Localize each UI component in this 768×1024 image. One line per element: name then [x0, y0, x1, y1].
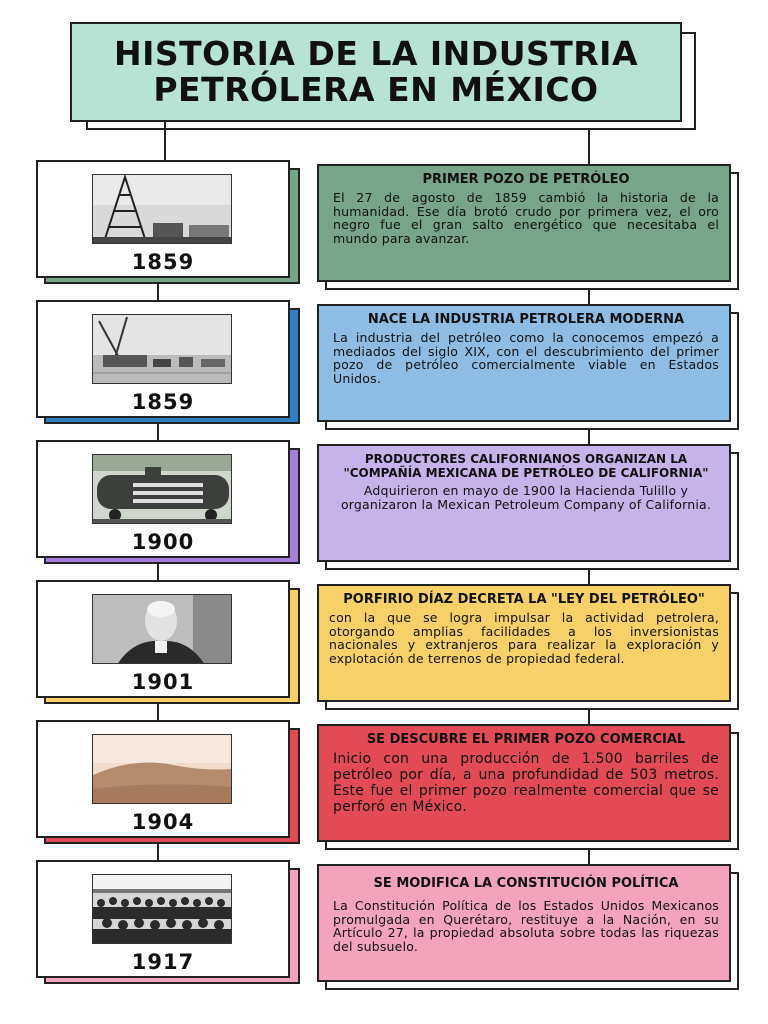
event-body: El 27 de agosto de 1859 cambió la historia de la humanidad. Ese día brotó crudo por primera vez, el oro negro fue el gran salto energético que necesitaba el mundo para avanzar.	[333, 190, 719, 246]
event-body: La Constitución Política de los Estados Unidos Mexicanos promulgada en Querétaro, restituye a la Nación, en su Artículo 27, la propiedad absoluta sobre todas las riquezas del subsuelo.	[333, 898, 719, 954]
year-label: 1904	[131, 810, 195, 834]
event-heading: PRODUCTORES CALIFORNIANOS ORGANIZAN LA "COMPAÑÍA MEXICANA DE PETRÓLEO DE CALIFORNIA"	[343, 452, 709, 480]
assembly-photo	[92, 874, 232, 944]
event-body: con la que se logra impulsar la actividad petrolera, otorgando amplias facilidades a los inversionistas nacionales y extranjeros para realizar la exploración y explotación de terrenos de propiedad federal.	[329, 610, 719, 666]
event-card	[317, 584, 731, 702]
tank-car-photo	[92, 454, 232, 524]
event-body: Inicio con una producción de 1.500 barriles de petróleo por día, a una profundidad de 503 metros. Este fue el primer pozo realmente comercial que se perforó en México.	[333, 751, 719, 815]
year-card	[36, 860, 290, 978]
event-heading: PORFIRIO DÍAZ DECRETA LA "LEY DEL PETRÓLEO"	[343, 592, 705, 607]
event-card	[317, 864, 731, 982]
event-card	[317, 724, 731, 842]
year-label: 1859	[131, 250, 195, 274]
event-heading: SE MODIFICA LA CONSTITUCIÓN POLÍTICA	[373, 876, 679, 891]
connector-right-top	[588, 130, 590, 166]
year-card	[36, 160, 290, 278]
year-card	[36, 580, 290, 698]
year-card	[36, 440, 290, 558]
event-heading: NACE LA INDUSTRIA PETROLERA MODERNA	[367, 312, 685, 327]
event-heading: PRIMER POZO DE PETRÓLEO	[422, 172, 630, 187]
title-line-1: HISTORIA DE LA INDUSTRIA	[113, 34, 638, 73]
oil-derrick-photo	[92, 174, 232, 244]
event-body: La industria del petróleo como la conocemos empezó a mediados del siglo XIX, con el descubrimiento del primer pozo de petróleo comercialmente viable en Estados Unidos.	[333, 330, 719, 386]
oil-field-photo	[92, 314, 232, 384]
portrait-photo	[92, 594, 232, 664]
event-heading: SE DESCUBRE EL PRIMER POZO COMERCIAL	[366, 732, 686, 747]
event-card	[317, 304, 731, 422]
year-card	[36, 720, 290, 838]
year-label: 1917	[131, 950, 195, 974]
title-line-2: PETRÓLERA EN MÉXICO	[153, 70, 599, 109]
year-label: 1901	[131, 670, 195, 694]
event-body: Adquirieron en mayo de 1900 la Hacienda Tulillo y organizaron la Mexican Petroleum Company of California.	[340, 483, 712, 512]
event-card	[317, 444, 731, 562]
year-label: 1859	[131, 390, 195, 414]
year-label: 1900	[131, 530, 195, 554]
event-card	[317, 164, 731, 282]
year-card	[36, 300, 290, 418]
page-title	[70, 22, 682, 122]
connector-left-top	[164, 122, 166, 160]
landscape-photo	[92, 734, 232, 804]
